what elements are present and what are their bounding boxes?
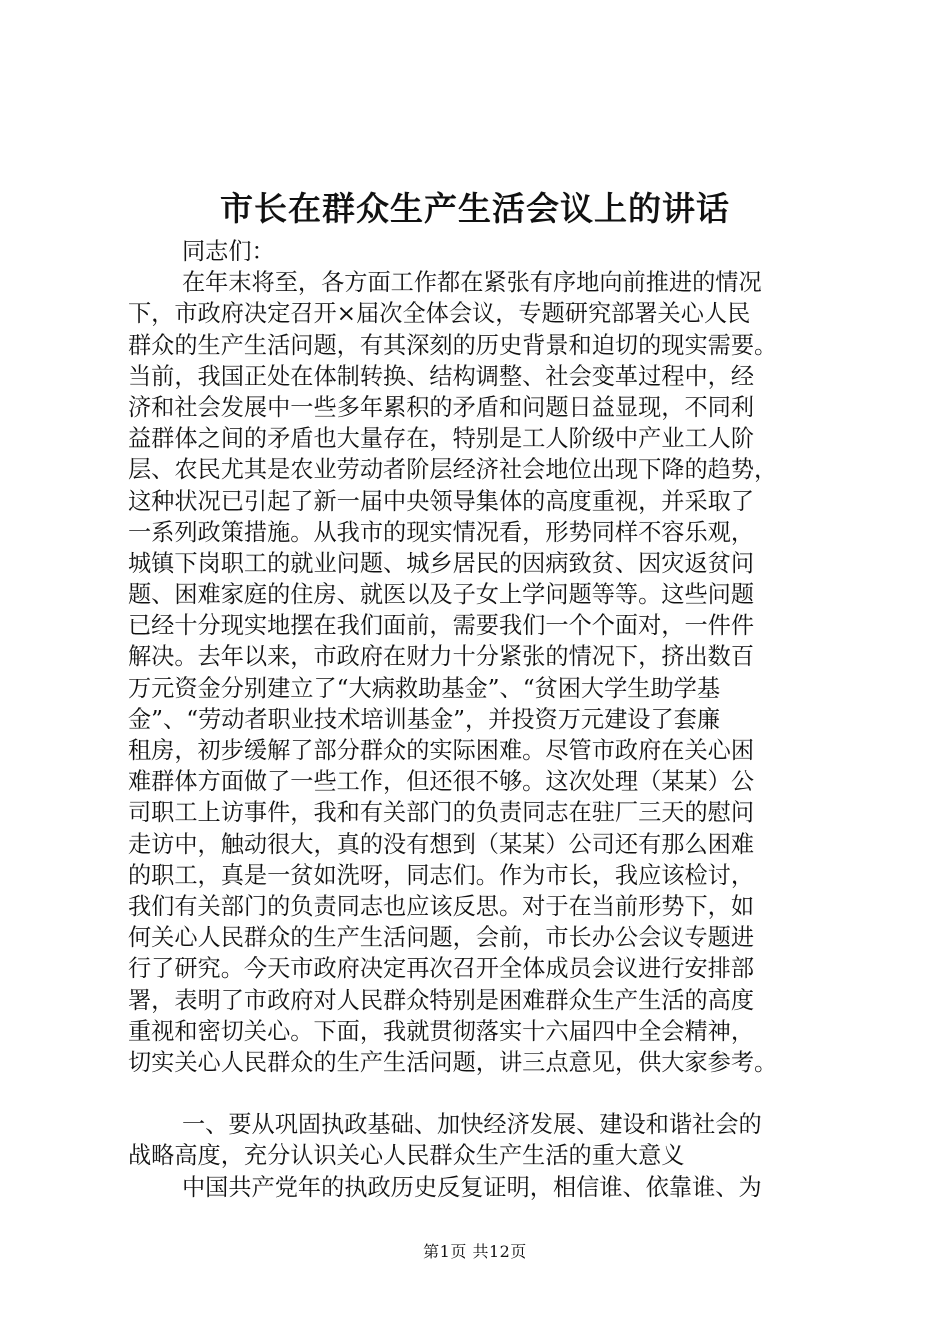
text-line: 我们有关部门的负责同志也应该反思。对于在当前形势下，如 bbox=[128, 892, 755, 920]
text-line: 租房，初步缓解了部分群众的实际困难。尽管市政府在关心困 bbox=[128, 737, 755, 764]
text-line: 城镇下岗职工的就业问题、城乡居民的因病致贫、因灾返贫问 bbox=[128, 549, 755, 577]
text-line: 一系列政策措施。从我市的现实情况看，形势同样不容乐观， bbox=[128, 518, 755, 546]
paragraph-spacer bbox=[128, 1078, 840, 1109]
document-body bbox=[128, 236, 840, 1203]
text-line: 解决。去年以来，市政府在财力十分紧张的情况下，挤出数百 bbox=[128, 643, 755, 671]
text-line: 中国共产党年的执政历史反复证明，相信谁、依靠谁、为 bbox=[182, 1173, 762, 1201]
section-heading-1 bbox=[128, 1109, 840, 1171]
text-line: 难群体方面做了一些工作，但还很不够。这次处理（某某）公 bbox=[128, 768, 755, 796]
text-line: 当前，我国正处在体制转换、结构调整、社会变革过程中，经 bbox=[128, 362, 755, 390]
text-line: 万元资金分别建立了“大病救助基金”、“贫困大学生助学基 bbox=[128, 674, 721, 702]
text-line: 题、困难家庭的住房、就医以及子女上学问题等等。这些问题 bbox=[128, 581, 755, 609]
text-line: 群众的生产生活问题，有其深刻的历史背景和迫切的现实需要。 bbox=[128, 331, 778, 359]
text-line: 济和社会发展中一些多年累积的矛盾和问题日益显现，不同利 bbox=[128, 393, 755, 421]
text-line: 重视和密切关心。下面，我就贯彻落实十六届四中全会精神， bbox=[128, 1017, 755, 1045]
text-line: 在年末将至，各方面工作都在紧张有序地向前推进的情况 bbox=[182, 269, 762, 297]
heading-line: 一、要从巩固执政基础、加快经济发展、建设和谐社会的 bbox=[182, 1111, 762, 1139]
text-line: 下，市政府决定召开×届次全体会议，专题研究部署关心人民 bbox=[128, 300, 751, 328]
text-line: 益群体之间的矛盾也大量存在，特别是工人阶级中产业工人阶 bbox=[128, 425, 755, 453]
text-line: 金”、“劳动者职业技术培训基金”，并投资万元建设了套廉 bbox=[128, 705, 721, 733]
document-title: 市长在群众生产生活会议上的讲话 bbox=[220, 189, 730, 228]
salutation: 同志们： bbox=[182, 238, 275, 265]
text-line: 层、农民尤其是农业劳动者阶层经济社会地位出现下降的趋势， bbox=[128, 456, 778, 484]
heading-line: 战略高度，充分认识关心人民群众生产生活的重大意义 bbox=[128, 1142, 685, 1170]
text-line: 这种状况已引起了新一届中央领导集体的高度重视，并采取了 bbox=[128, 487, 755, 515]
text-line: 切实关心人民群众的生产生活问题，讲三点意见，供大家参考。 bbox=[128, 1048, 778, 1076]
paragraph-2 bbox=[128, 1172, 840, 1203]
paragraph-1 bbox=[128, 267, 840, 1078]
text-line: 的职工，真是一贫如洗呀，同志们。作为市长，我应该检讨， bbox=[128, 861, 755, 889]
page-number-footer: 第1页 共12页 bbox=[423, 1242, 527, 1261]
text-line: 已经十分现实地摆在我们面前，需要我们一个个面对，一件件 bbox=[128, 612, 755, 640]
text-line: 署，表明了市政府对人民群众特别是困难群众生产生活的高度 bbox=[128, 986, 755, 1014]
text-line: 行了研究。今天市政府决定再次召开全体成员会议进行安排部 bbox=[128, 955, 755, 983]
text-line: 司职工上访事件，我和有关部门的负责同志在驻厂三天的慰问 bbox=[128, 799, 755, 827]
text-line: 走访中，触动很大，真的没有想到（某某）公司还有那么困难 bbox=[128, 830, 755, 858]
text-line: 何关心人民群众的生产生活问题，会前，市长办公会议专题进 bbox=[128, 924, 755, 952]
